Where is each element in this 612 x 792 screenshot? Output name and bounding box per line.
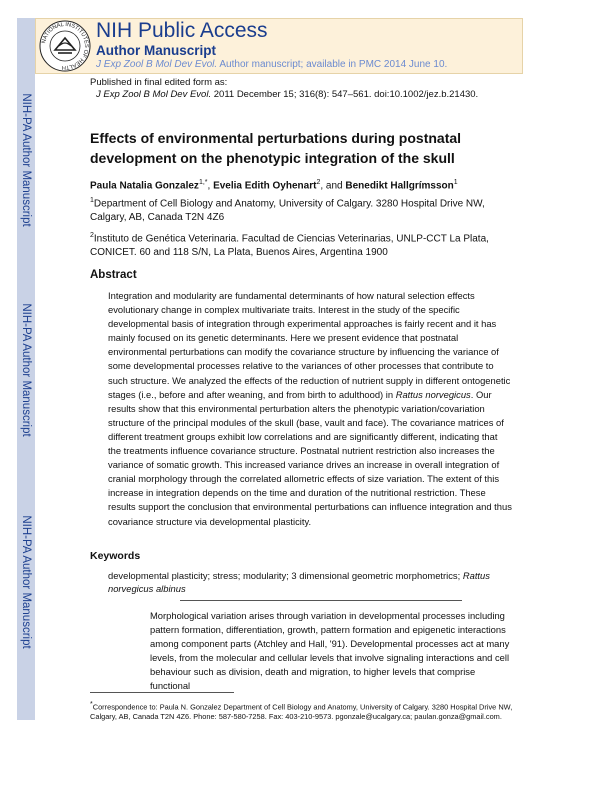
citation-journal: J Exp Zool B Mol Dev Evol. xyxy=(96,89,212,100)
author-separator: , and xyxy=(320,180,346,192)
published-label: Published in final edited form as: xyxy=(90,77,228,88)
author-sup: 2 xyxy=(316,179,321,186)
sidebar-label-middle: NIH-PA Author Manuscript xyxy=(20,303,32,437)
footnote-text: Correspondence to: Paula N. Gonzalez Department of Cell Biology and Anatomy, University of Calgary. 3280 Hospital Drive NW, Calgary, AB, Canada T2N 4Z6. Phone: 587-580-7258. Fax: 403-210-9573. pgonzale@ucalgary.ca; paulan.gonza@gmail.com. xyxy=(90,702,513,722)
citation-details: 2011 December 15; 316(8): 547–561. doi:10.1002/jez.b.21430. xyxy=(211,89,479,100)
body-text: Morphological variation arises through variation in developmental processes including pattern formation, differentiation, growth, pattern formation and epigenetic interactions among component parts (Atchley and Hall, '91). Developmental processes act at many levels, from the molecular and cellular levels that involve signaling interactions and cell behaviour such as division, death and migration, to higher levels that comprise functional xyxy=(150,610,510,692)
abstract-text xyxy=(108,289,513,529)
footnote xyxy=(90,700,520,722)
abstract-part-2: . Our results show that this environmental perturbation alters the phenotypic variation/covariation structure of the principal modules of the skull (base, vault and face). The covariance matrices of different treatment groups exhibit low correlations and are significantly different, indicating that the treatments influence covariance structure. Postnatal nutrient restriction also increases the variance of somatic growth. This increased variance drives an increase in overall integration of cranial morphology through the correlated allometric effects of size variation. The extent of this increase in integration depends on the time and duration of the nutritional restriction. These results support the conclusion that environmental perturbations can influence integration and thus covariance structure via developmental plasticity. xyxy=(108,388,512,527)
keywords-heading: Keywords xyxy=(90,550,141,562)
author-name: Evelia Edith Oyhenart xyxy=(213,180,317,192)
author-sup: 1,* xyxy=(198,179,208,186)
citation xyxy=(90,89,478,101)
header-journal: J Exp Zool B Mol Dev Evol. xyxy=(96,59,218,70)
affiliation-text: Department of Cell Biology and Anatomy, University of Calgary. 3280 Hospital Drive NW, Calgary, AB, Canada T2N 4Z6 xyxy=(90,198,485,223)
abstract-heading: Abstract xyxy=(90,269,137,281)
keywords-text xyxy=(108,569,528,595)
affiliation-1 xyxy=(90,194,520,224)
sidebar-label-top: NIH-PA Author Manuscript xyxy=(20,93,32,227)
publication-info xyxy=(90,77,478,101)
header-title: NIH Public Access xyxy=(96,19,268,42)
affiliation-sup: 1 xyxy=(90,197,94,204)
affiliation-text: Instituto de Genética Veterinaria. Facultad de Ciencias Veterinarias, UNLP-CCT La Plata, CONICET. 60 and 118 S/N, La Plata, Buenos Aires, Argentina 1900 xyxy=(90,233,489,258)
article-title: Effects of environmental perturbations during postnatal development on the phenotypic integration of the skull xyxy=(90,130,462,166)
footnote-mark: * xyxy=(90,701,93,708)
keywords-plain: developmental plasticity; stress; modularity; 3 dimensional geometric morphometrics; xyxy=(108,570,463,581)
nih-seal-icon xyxy=(39,20,91,72)
author-separator: , xyxy=(207,180,214,192)
sidebar-label-bottom: NIH-PA Author Manuscript xyxy=(20,515,32,649)
affiliation-sup: 2 xyxy=(90,232,94,239)
section-divider xyxy=(180,600,462,601)
author-list xyxy=(90,179,458,191)
author-name: Benedikt Hallgrímsson xyxy=(345,180,454,192)
author-name: Paula Natalia Gonzalez xyxy=(90,180,199,192)
footnote-divider xyxy=(90,692,234,693)
header-availability-text: Author manuscript; available in PMC 2014 June 10. xyxy=(217,59,448,70)
author-sup: 1 xyxy=(453,179,458,186)
header-subtitle: Author Manuscript xyxy=(96,43,216,58)
header-availability xyxy=(96,59,447,70)
affiliation-2 xyxy=(90,229,520,259)
keywords-species: Rattus norvegicus albinus xyxy=(108,570,490,594)
abstract-part-1: Integration and modularity are fundamental determinants of how natural selection effects evolutionary change in complex multivariate traits. Interest in the study of the specific developmental basis of integration through experimental approaches is fairly recent and it has mainly focused on its genetic determinants. Here we present evidence that postnatal environmental perturbations can modify the covariance structure by influencing the variance of some developmental processes relative to the variances of other processes that contribute to such structure. We analyzed the effects of the reduction of nutrient supply in different ontogenetic stages (i.e., before and after weaning, and from birth to adulthood) in xyxy=(108,290,511,400)
seal-text: NATIONAL INSTITUTES OF HEALTH xyxy=(41,21,90,71)
nih-header xyxy=(35,18,523,74)
abstract-species: Rattus norvegicus xyxy=(395,388,471,400)
